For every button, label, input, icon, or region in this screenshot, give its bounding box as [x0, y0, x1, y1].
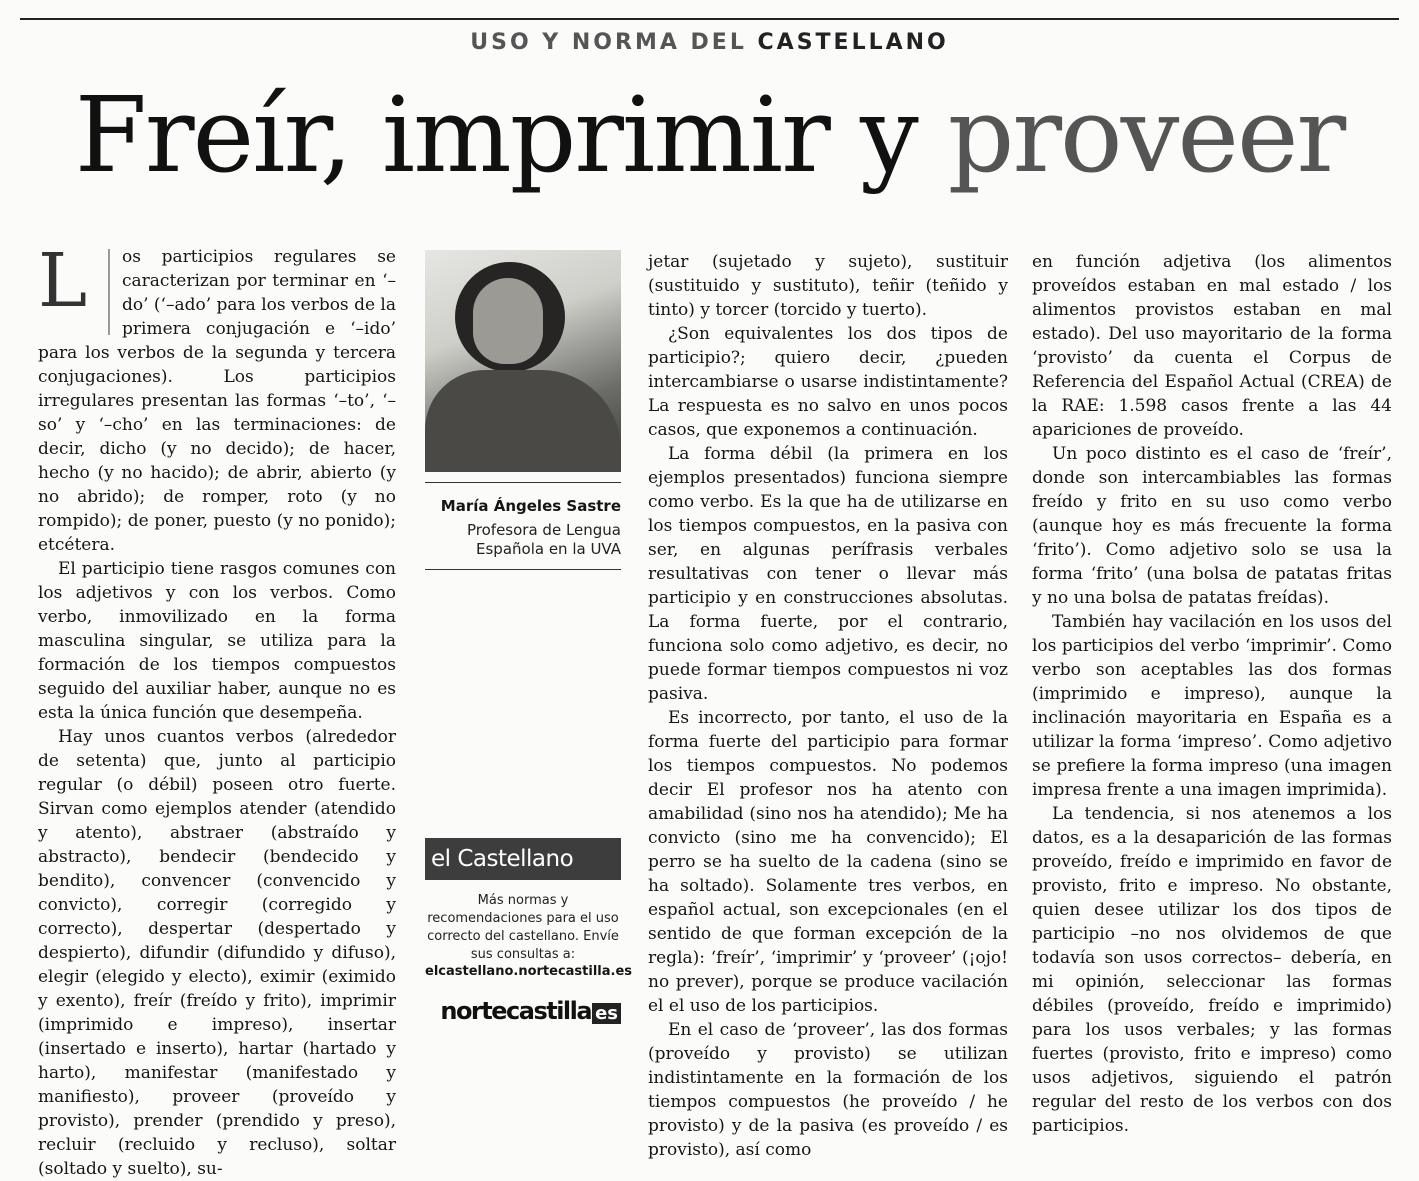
paragraph: También hay vacilación en los usos del los participios del verbo ‘imprimir’. Como verbo son aceptables las dos formas (imprimido e impreso), aunque la inclinación mayoritaria en España es a utilizar la forma ‘impreso’. Como adjetivo se prefiere la forma impreso (una imagen impresa frente a una imagen imprimida). [1032, 612, 1392, 800]
drop-cap: L [38, 249, 110, 335]
brand-suffix: es [592, 1003, 621, 1024]
paragraph: En el caso de ‘proveer’, las dos formas (proveído y provisto) se utilizan indistintamente en la formación de los tiempos compuestos (he proveído / he provisto) y de la pasiva (es proveído / es provisto), así como [648, 1020, 1008, 1160]
article-column-4 [1032, 250, 1392, 1138]
author-photo [425, 250, 621, 472]
brand-name: nortecastilla [440, 997, 592, 1025]
paragraph: Un poco distinto es el caso de ‘freír’, donde son intercambiables las formas freído y frito en su uso como verbo (aunque hoy es más frecuente la forma ‘frito’). Como adjetivo solo se usa la forma ‘frito’ (una bolsa de patatas fritas y no una bolsa de patatas freídas). [1032, 444, 1392, 608]
paragraph: Es incorrecto, por tanto, el uso de la forma fuerte del participio para formar los tiempos compuestos. No podemos decir El profesor nos ha atento con amabilidad (sino nos ha atendido); Me ha convicto (sino me ha convencido); El perro se ha suelto de la cadena (sino se ha soltado). Solamente tres verbos, en español actual, son excepcionales (en el sentido de que forman excepción de la regla): ‘freír’, ‘imprimir’ y ‘proveer’ (¡ojo! no prever), porque se produce vacilación el el uso de los participios. [648, 708, 1008, 1016]
paragraph: La forma débil (la primera en los ejemplos presentados) funciona siempre como verbo. Es la que ha de utilizarse en los tiempos compuestos, en la pasiva con ser, en algunas perífrasis verbales resultativas con tener o llevar más participio y en construcciones absolutas. La forma fuerte, por el contrario, funciona solo como adjetivo, es decir, no puede formar tiempos compuestos ni voz pasiva. [648, 444, 1008, 704]
brand-logo [425, 997, 621, 1025]
paragraph-text: os participios regulares se caracterizan por terminar en ‘–do’ (‘–ado’ para los verbos de la primera conjugación e ‘–ido’ para los verbos de la segunda y tercera conjugaciones). Los participios irregulares presentan las formas ‘–to’, ‘–so’ y ‘–cho’ en las terminaciones: de decir, dicho (y no decido); de hacer, hecho (y no hacido); de abrir, abierto (y no abrido); de romper, roto (y no rompido); de poner, puesto (y no ponido); etcétera. [38, 247, 396, 555]
paragraph [38, 238, 396, 557]
section-label-light: USO Y NORMA DEL [470, 30, 747, 55]
headline [0, 74, 1419, 196]
paragraph: en función adjetiva (los alimentos proveídos estaban en mal estado / los alimentos provistos estaban en mal estado). Del uso mayoritario de la forma ‘provisto’ da cuenta el Corpus de Referencia del Español Actual (CREA) de la RAE: 1.598 casos frente a las 44 apariciones de proveído. [1032, 252, 1392, 440]
promo-url-link[interactable]: elcastellano.nortecastilla.es [425, 964, 633, 979]
author-role: Profesora de Lengua Española en la UVA [467, 521, 621, 558]
paragraph: El participio tiene rasgos comunes con los adjetivos y con los verbos. Como verbo, inmovilizado en la forma masculina singular, se utiliza para la formación de los tiempos compuestos seguido del auxiliar haber, aunque no es esta la única función que desempeña. [38, 559, 396, 723]
paragraph: La tendencia, si nos atenemos a los datos, es a la desaparición de las formas proveído, freído e imprimido en favor de provisto, frito e impreso. No obstante, quien desee utilizar los dos tipos de participio –no nos olvidemos de que todavía son usos correctos– debería, en mi opinión, seleccionar las formas débiles (proveído, freído e imprimido) para los usos verbales; y las formas fuertes (provisto, frito e impreso) como usos adjetivos, siguiendo el patrón regular del resto de los verbos con dos participios. [1032, 804, 1392, 1136]
headline-main: Freír, imprimir y [74, 74, 917, 196]
paragraph: ¿Son equivalentes los dos tipos de participio?; quiero decir, ¿pueden intercambiarse o usarse indistintamente? La respuesta es no salvo en unos pocos casos, que exponemos a continuación. [648, 324, 1008, 440]
author-box [425, 250, 621, 570]
divider [425, 569, 621, 570]
promo-logo [425, 838, 621, 880]
top-rule [20, 18, 1399, 20]
article-column-3 [648, 250, 1008, 1162]
section-label-bold: CASTELLANO [757, 30, 949, 55]
promo-logo-text: el Castellano [431, 846, 574, 872]
divider [425, 482, 621, 483]
paragraph: Hay unos cuantos verbos (alrededor de setenta) que, junto al participio regular (o débil) poseen otro fuerte. Sirvan como ejemplos atender (atendido y atento), abstraer (abstraído y abstracto), bendecir (bendecido y bendito), convencer (convencido y convicto), corregir (corregido y correcto), despertar (despertado y despierto), difundir (difundido y difuso), elegir (elegido y electo), eximir (eximido y exento), freír (freído y frito), imprimir (imprimido e impreso), insertar (insertado e inserto), hartar (hartado y harto), manifestar (manifestado y manifiesto), proveer (proveído y provisto), prender (prendido y preso), recluir (recluido y recluso), soltar (soltado y suelto), su- [38, 727, 396, 1179]
promo-box [425, 838, 633, 1025]
section-label [0, 30, 1419, 55]
article-column-1 [38, 238, 396, 1181]
promo-text: Más normas y recomendaciones para el uso correcto del castellano. Envíe sus consultas a: [427, 893, 619, 962]
author-name: María Ángeles Sastre [440, 497, 621, 515]
headline-accent: proveer [947, 74, 1345, 196]
paragraph: jetar (sujetado y sujeto), sustituir (sustituido y sustituto), teñir (teñido y tinto) y torcer (torcido y tuerto). [648, 252, 1008, 320]
